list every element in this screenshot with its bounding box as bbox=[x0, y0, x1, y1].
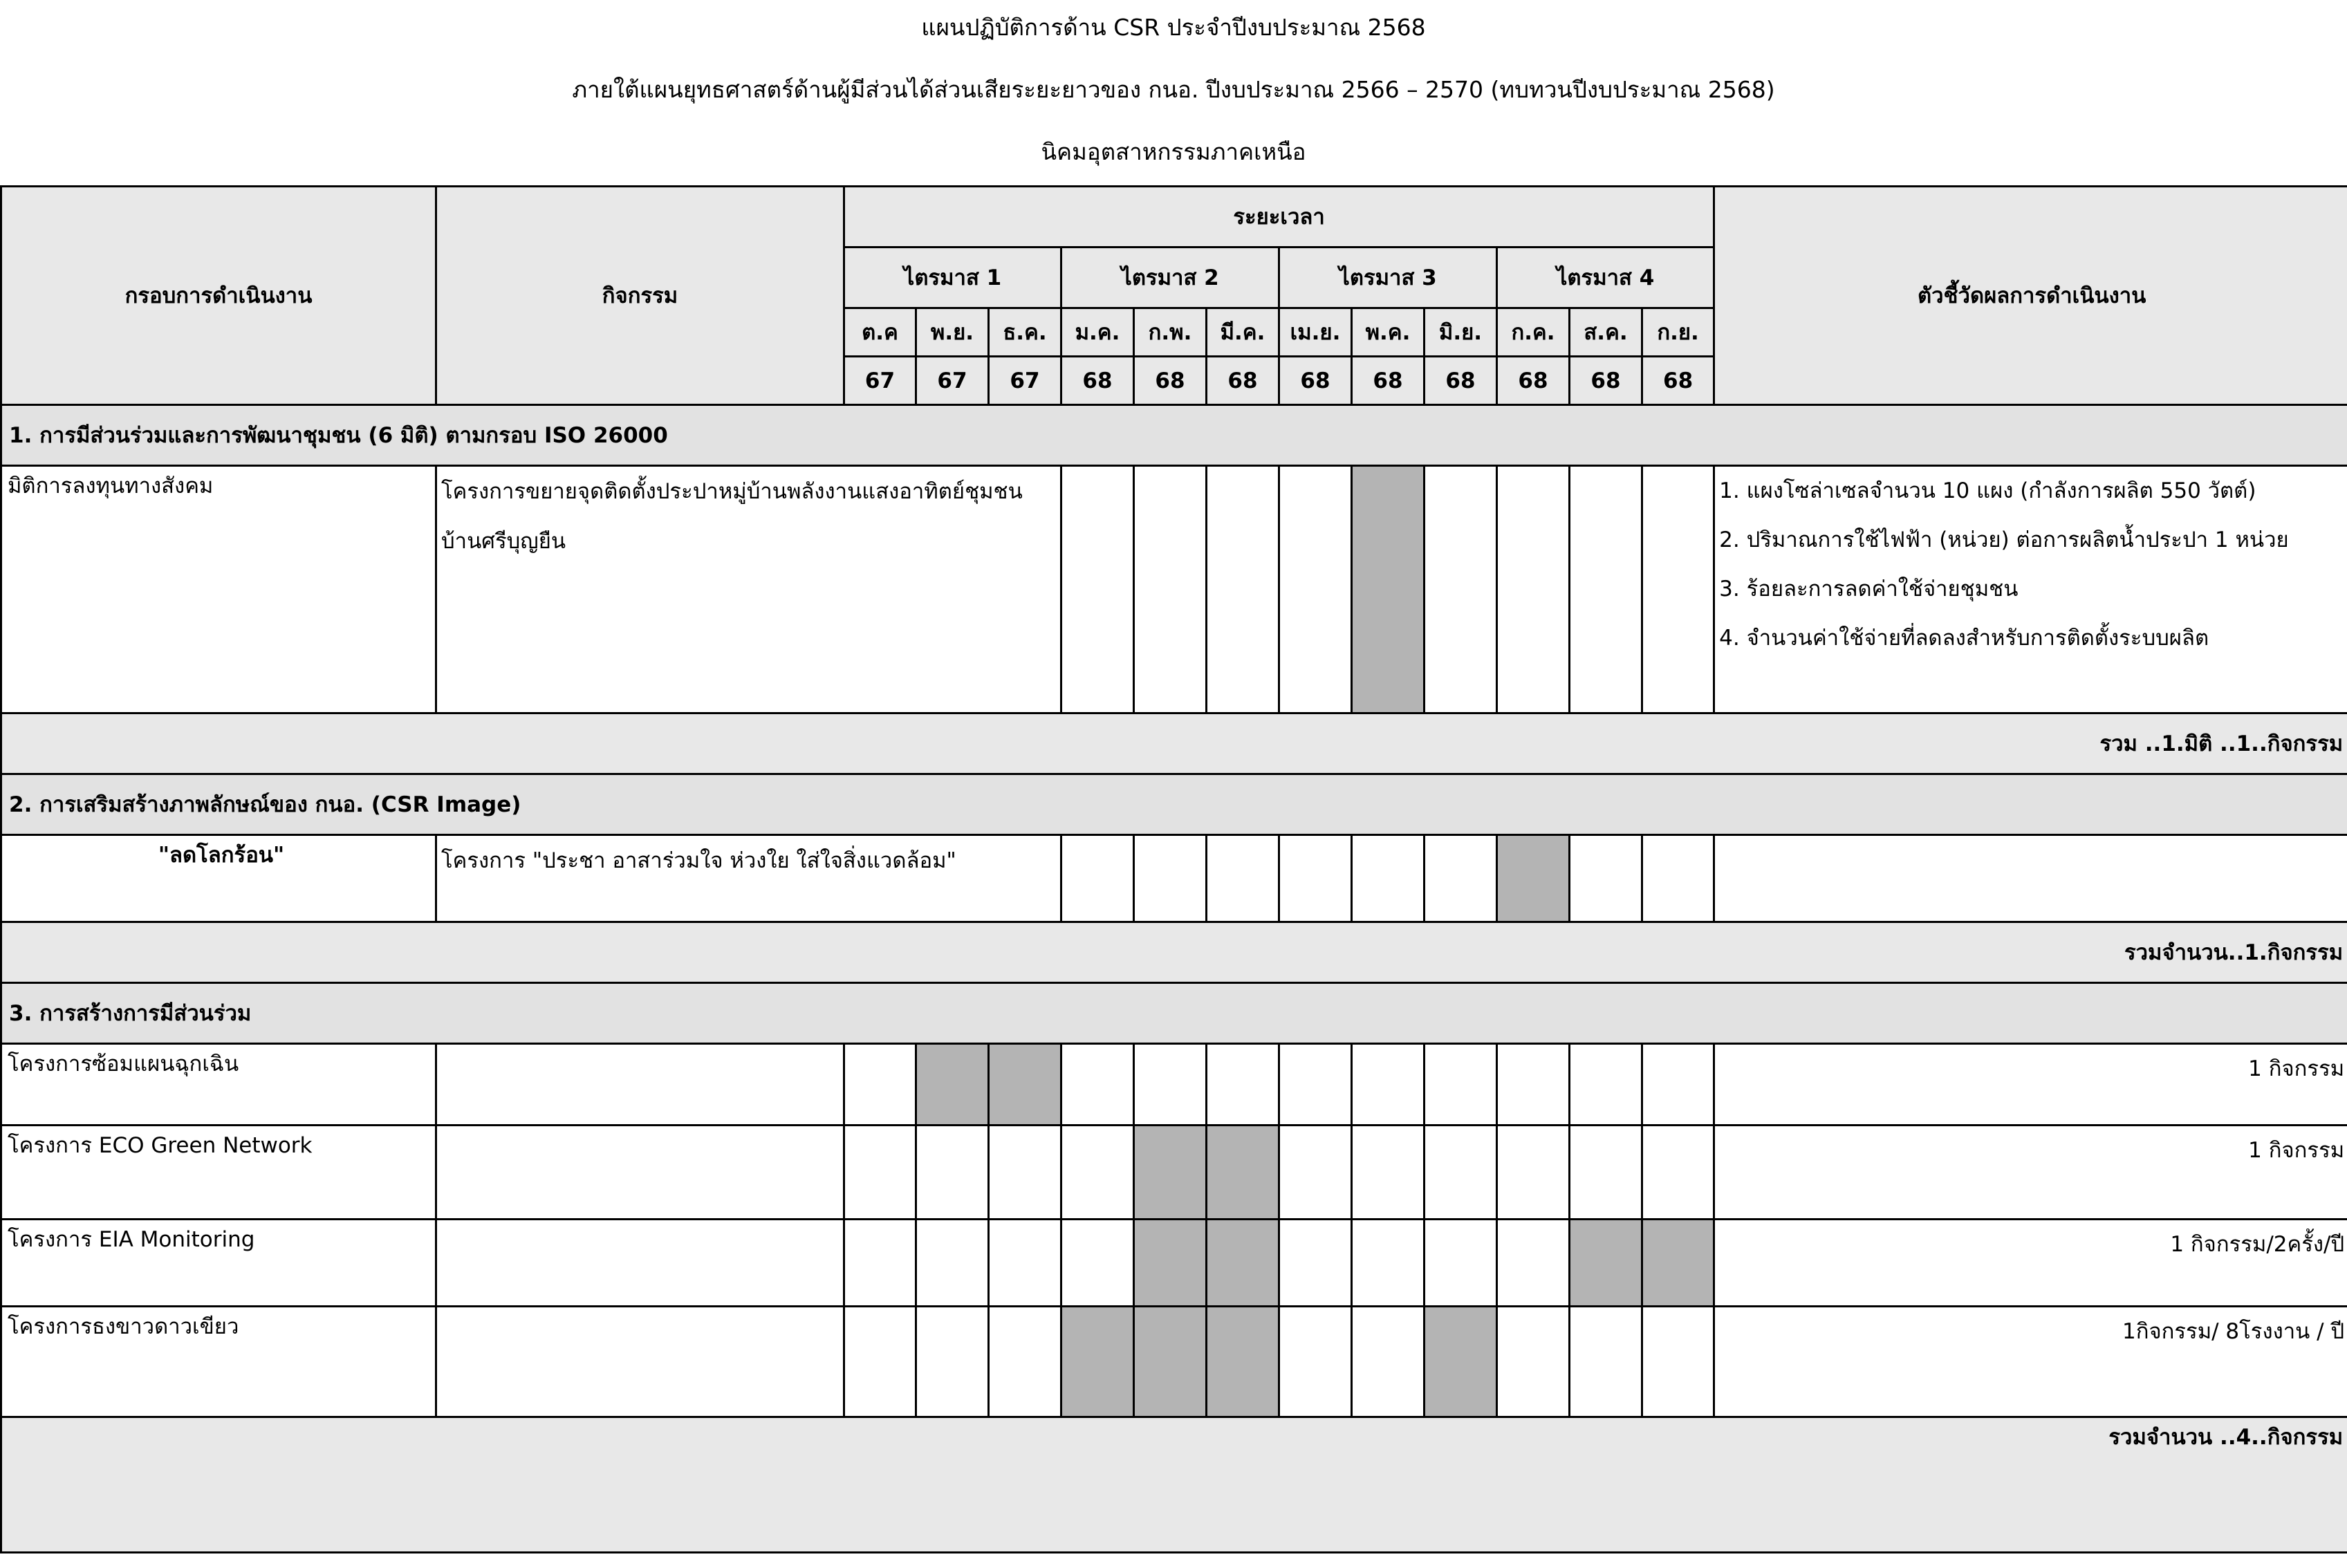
month-header: ต.ค bbox=[844, 308, 916, 357]
activity-cell: โครงการขยายจุดติดตั้งประปาหมู่บ้านพลังงานแสงอาทิตย์ชุมชน บ้านศรีบุญยืน bbox=[436, 466, 1061, 713]
month-cell bbox=[1425, 835, 1497, 922]
month-cell bbox=[1134, 835, 1207, 922]
year-header: 68 bbox=[1279, 357, 1352, 405]
month-cell bbox=[1642, 466, 1714, 713]
section-title: 3. การสร้างการมีส่วนร่วม bbox=[1, 983, 2347, 1044]
month-header: พ.ค. bbox=[1352, 308, 1425, 357]
framework-cell: โครงการธงขาวดาวเขียว bbox=[1, 1307, 436, 1417]
table-row bbox=[1, 1220, 2347, 1307]
indicator-line: 3. ร้อยละการลดค่าใช้จ่ายชุมชน bbox=[1719, 577, 2019, 601]
month-cell bbox=[844, 1307, 916, 1417]
framework-cell: โครงการ ECO Green Network bbox=[1, 1126, 436, 1220]
csr-plan-table bbox=[0, 185, 2347, 1553]
month-cell bbox=[1425, 466, 1497, 713]
document-title: แผนปฏิบัติการด้าน CSR ประจำปีงบประมาณ 2568 bbox=[921, 14, 1426, 41]
month-cell bbox=[1352, 1220, 1425, 1307]
month-cell bbox=[844, 1126, 916, 1220]
activity-column-header: กิจกรรม bbox=[436, 187, 844, 405]
month-cell bbox=[1570, 835, 1642, 922]
month-cell bbox=[1134, 1307, 1207, 1417]
year-header: 67 bbox=[989, 357, 1061, 405]
month-cell bbox=[916, 1126, 989, 1220]
table-row bbox=[1, 1044, 2347, 1126]
indicator-line: 2. ปริมาณการใช้ไฟฟ้า (หน่วย) ต่อการผลิตน้ำประปา 1 หน่วย bbox=[1719, 528, 2289, 552]
section-total: รวมจำนวน ..4..กิจกรรม bbox=[1, 1417, 2347, 1553]
year-header: 68 bbox=[1134, 357, 1207, 405]
indicator-line: 1. แผงโซล่าเซลจำนวน 10 แผง (กำลังการผลิต 550 วัตต์) bbox=[1719, 478, 2256, 503]
indicator-cell: 1 กิจกรรม bbox=[1714, 1044, 2347, 1126]
month-cell bbox=[1570, 466, 1642, 713]
quarter-header: ไตรมาส 3 bbox=[1279, 248, 1497, 308]
estate-name: นิคมอุตสาหกรรมภาคเหนือ bbox=[1041, 138, 1306, 165]
year-header: 68 bbox=[1425, 357, 1497, 405]
month-cell bbox=[1061, 1044, 1134, 1126]
month-cell bbox=[1352, 1044, 1425, 1126]
month-cell bbox=[1279, 1307, 1352, 1417]
month-cell bbox=[1134, 1044, 1207, 1126]
month-cell bbox=[989, 1126, 1061, 1220]
quarter-header: ไตรมาส 1 bbox=[844, 248, 1061, 308]
month-cell bbox=[1279, 466, 1352, 713]
year-header: 68 bbox=[1061, 357, 1134, 405]
month-cell bbox=[1279, 1220, 1352, 1307]
month-cell bbox=[1061, 466, 1134, 713]
month-cell bbox=[844, 1220, 916, 1307]
section-title: 1. การมีส่วนร่วมและการพัฒนาชุมชน (6 มิติ) ตามกรอบ ISO 26000 bbox=[1, 405, 2347, 466]
month-cell bbox=[989, 1307, 1061, 1417]
month-cell bbox=[1570, 1126, 1642, 1220]
month-cell bbox=[1642, 835, 1714, 922]
framework-cell: โครงการ EIA Monitoring bbox=[1, 1220, 436, 1307]
month-cell bbox=[1207, 835, 1279, 922]
month-cell bbox=[1352, 835, 1425, 922]
month-cell bbox=[1642, 1044, 1714, 1126]
month-header: ก.พ. bbox=[1134, 308, 1207, 357]
indicator-column-header: ตัวชี้วัดผลการดำเนินงาน bbox=[1714, 187, 2347, 405]
month-header: มิ.ย. bbox=[1425, 308, 1497, 357]
month-cell bbox=[1061, 1307, 1134, 1417]
month-cell bbox=[1061, 835, 1134, 922]
month-cell bbox=[1425, 1220, 1497, 1307]
activity-cell bbox=[436, 1220, 844, 1307]
month-cell bbox=[1061, 1126, 1134, 1220]
month-cell bbox=[1570, 1307, 1642, 1417]
month-cell bbox=[1279, 1044, 1352, 1126]
month-cell bbox=[1497, 1044, 1570, 1126]
indicator-cell: 1กิจกรรม/ 8โรงงาน / ปี bbox=[1714, 1307, 2347, 1417]
activity-cell bbox=[436, 1044, 844, 1126]
month-header: ส.ค. bbox=[1570, 308, 1642, 357]
month-cell bbox=[1134, 466, 1207, 713]
month-cell bbox=[1570, 1220, 1642, 1307]
month-header: เม.ย. bbox=[1279, 308, 1352, 357]
month-cell bbox=[1570, 1044, 1642, 1126]
month-cell bbox=[1207, 1126, 1279, 1220]
quarter-header: ไตรมาส 2 bbox=[1061, 248, 1279, 308]
activity-cell bbox=[436, 1126, 844, 1220]
framework-column-header: กรอบการดำเนินงาน bbox=[1, 187, 436, 405]
framework-cell: โครงการซ้อมแผนฉุกเฉิน bbox=[1, 1044, 436, 1126]
year-header: 68 bbox=[1497, 357, 1570, 405]
month-cell bbox=[916, 1044, 989, 1126]
month-cell bbox=[1425, 1126, 1497, 1220]
month-cell bbox=[916, 1220, 989, 1307]
framework-cell: มิติการลงทุนทางสังคม bbox=[1, 466, 436, 713]
activity-cell: โครงการ "ประชา อาสาร่วมใจ ห่วงใย ใส่ใจสิ่งแวดล้อม" bbox=[436, 835, 1061, 922]
month-cell bbox=[844, 1044, 916, 1126]
month-cell bbox=[1279, 835, 1352, 922]
table-row bbox=[1, 466, 2347, 713]
table-row bbox=[1, 1307, 2347, 1417]
year-header: 68 bbox=[1642, 357, 1714, 405]
table-row bbox=[1, 1126, 2347, 1220]
month-cell bbox=[1497, 1307, 1570, 1417]
month-cell bbox=[1207, 1307, 1279, 1417]
month-cell bbox=[1207, 1044, 1279, 1126]
year-header: 68 bbox=[1570, 357, 1642, 405]
section-title: 2. การเสริมสร้างภาพลักษณ์ของ กนอ. (CSR Image) bbox=[1, 774, 2347, 835]
document-subtitle: ภายใต้แผนยุทธศาสตร์ด้านผู้มีส่วนได้ส่วนเสียระยะยาวของ กนอ. ปีงบประมาณ 2566 – 2570 (ทบทวนปีงบประมาณ 2568) bbox=[572, 76, 1775, 103]
indicator-cell: 1 กิจกรรม bbox=[1714, 1126, 2347, 1220]
month-cell bbox=[1207, 466, 1279, 713]
indicator-cell bbox=[1714, 835, 2347, 922]
month-cell bbox=[1352, 1126, 1425, 1220]
month-cell bbox=[1425, 1307, 1497, 1417]
section-total: รวมจำนวน..1.กิจกรรม bbox=[1, 922, 2347, 983]
month-cell bbox=[1642, 1307, 1714, 1417]
year-header: 67 bbox=[916, 357, 989, 405]
month-cell bbox=[1497, 835, 1570, 922]
month-header: พ.ย. bbox=[916, 308, 989, 357]
month-header: ธ.ค. bbox=[989, 308, 1061, 357]
year-header: 68 bbox=[1207, 357, 1279, 405]
indicator-cell bbox=[1714, 466, 2347, 713]
month-cell bbox=[1497, 1126, 1570, 1220]
month-cell bbox=[1134, 1220, 1207, 1307]
month-cell bbox=[1352, 1307, 1425, 1417]
month-cell bbox=[1497, 466, 1570, 713]
month-cell bbox=[989, 1044, 1061, 1126]
month-cell bbox=[1425, 1044, 1497, 1126]
month-cell bbox=[1642, 1126, 1714, 1220]
year-header: 68 bbox=[1352, 357, 1425, 405]
indicator-line: 4. จำนวนค่าใช้จ่ายที่ลดลงสำหรับการติดตั้งระบบผลิต bbox=[1719, 626, 2209, 651]
period-column-header: ระยะเวลา bbox=[844, 187, 1714, 248]
month-header: ก.ย. bbox=[1642, 308, 1714, 357]
month-cell bbox=[989, 1220, 1061, 1307]
table-row bbox=[1, 835, 2347, 922]
month-cell bbox=[1061, 1220, 1134, 1307]
month-header: มี.ค. bbox=[1207, 308, 1279, 357]
framework-cell: "ลดโลกร้อน" bbox=[1, 835, 436, 922]
month-cell bbox=[1497, 1220, 1570, 1307]
indicator-cell: 1 กิจกรรม/2ครั้ง/ปี bbox=[1714, 1220, 2347, 1307]
month-cell bbox=[1134, 1126, 1207, 1220]
month-cell bbox=[1207, 1220, 1279, 1307]
quarter-header: ไตรมาส 4 bbox=[1497, 248, 1714, 308]
month-cell bbox=[916, 1307, 989, 1417]
year-header: 67 bbox=[844, 357, 916, 405]
section-total: รวม ..1.มิติ ..1..กิจกรรม bbox=[1, 713, 2347, 774]
month-header: ก.ค. bbox=[1497, 308, 1570, 357]
month-header: ม.ค. bbox=[1061, 308, 1134, 357]
activity-cell bbox=[436, 1307, 844, 1417]
month-cell bbox=[1279, 1126, 1352, 1220]
month-cell bbox=[1642, 1220, 1714, 1307]
month-cell bbox=[1352, 466, 1425, 713]
